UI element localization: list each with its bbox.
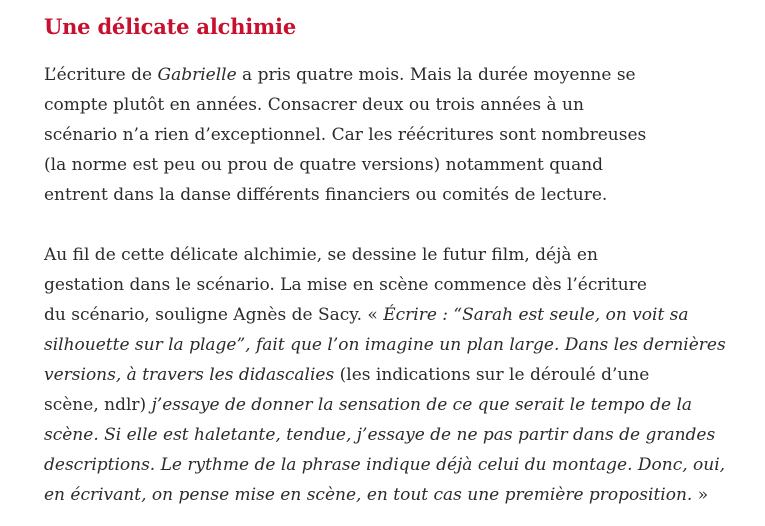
italic-text: j’essaye de donner la sensation de ce que serait le tempo de la [151, 395, 693, 415]
text-run: (la norme est peu ou prou de quatre versions) notamment quand [44, 155, 604, 175]
text-line [44, 240, 724, 270]
text-line [44, 120, 694, 150]
text-run: scène, ndlr) [44, 395, 152, 415]
text-line [44, 420, 724, 450]
text-line [44, 390, 724, 420]
article-section [44, 10, 744, 510]
text-line [44, 270, 724, 300]
text-run: » [692, 485, 709, 505]
text-line [44, 90, 694, 120]
paragraph-1 [44, 60, 694, 210]
text-run: scénario n’a rien d’exceptionnel. Car les réécritures sont nombreuses [44, 125, 647, 145]
text-run: Au fil de cette délicate alchimie, se dessine le futur film, déjà en [44, 245, 598, 265]
section-heading: Une délicate alchimie [44, 14, 296, 39]
text-line [44, 480, 724, 510]
text-run: a pris quatre mois. Mais la durée moyenne se [236, 65, 636, 85]
text-run: entrent dans la danse différents financiers ou comités de lecture. [44, 185, 608, 205]
text-run: compte plutôt en années. Consacrer deux ou trois années à un [44, 95, 584, 115]
italic-text: Écrire : “Sarah est seule, on voit sa [383, 305, 689, 325]
italic-text: Gabrielle [157, 65, 237, 85]
italic-text: scène. Si elle est haletante, tendue, j’essaye de ne pas partir dans de grandes [44, 425, 716, 445]
paragraph-2 [44, 240, 724, 510]
text-line [44, 450, 724, 480]
italic-text: silhouette sur la plage”, fait que l’on imagine un plan large. Dans les dernières [44, 335, 726, 355]
text-line [44, 180, 694, 210]
text-run: (les indications sur le déroulé d’une [334, 365, 650, 385]
text-line [44, 150, 694, 180]
text-run: L’écriture de [44, 65, 158, 85]
text-line [44, 360, 724, 390]
text-run: du scénario, souligne Agnès de Sacy. « [44, 305, 384, 325]
italic-text: descriptions. Le rythme de la phrase indique déjà celui du montage. Donc, oui, [44, 455, 726, 475]
text-line [44, 300, 724, 330]
text-line [44, 330, 724, 360]
italic-text: versions, à travers les didascalies [44, 365, 335, 385]
text-line [44, 60, 694, 90]
italic-text: en écrivant, on pense mise en scène, en tout cas une première proposition. [44, 485, 693, 505]
text-run: gestation dans le scénario. La mise en scène commence dès l’écriture [44, 275, 647, 295]
